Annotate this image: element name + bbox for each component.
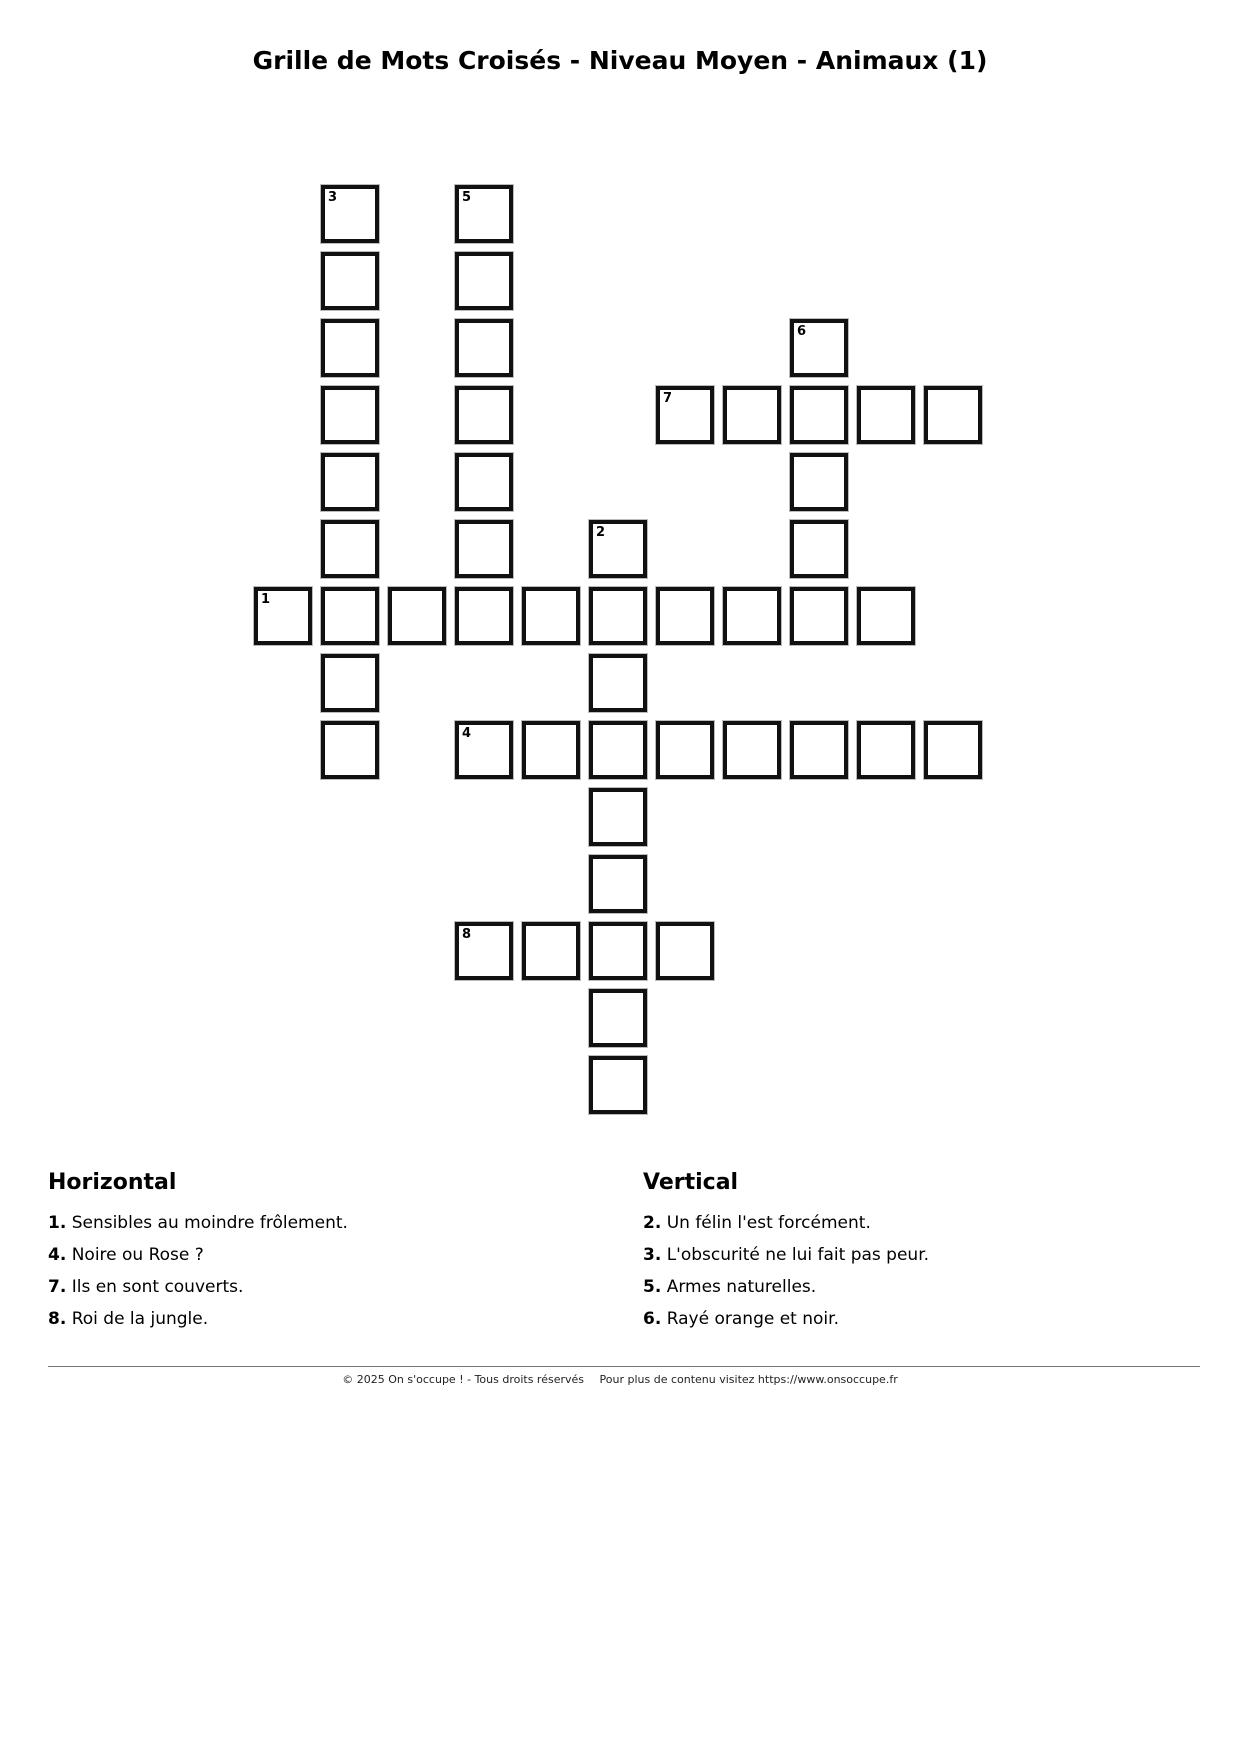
crossword-cell[interactable] xyxy=(321,252,379,310)
clue-number-label: 1 xyxy=(261,592,271,607)
clue-number-label: 3 xyxy=(328,190,338,205)
clue-number: 5. xyxy=(643,1277,662,1297)
crossword-cell[interactable] xyxy=(455,453,513,511)
clue-text: Ils en sont couverts. xyxy=(71,1277,244,1297)
crossword-cell[interactable] xyxy=(924,721,982,779)
crossword-cell[interactable] xyxy=(455,587,513,645)
crossword-cell[interactable] xyxy=(589,654,647,712)
footer xyxy=(0,1373,1240,1386)
crossword-cell[interactable] xyxy=(589,922,647,980)
crossword-cell[interactable] xyxy=(790,587,848,645)
clue-number: 1. xyxy=(48,1213,67,1233)
clue-number: 7. xyxy=(48,1277,67,1297)
down-heading: Vertical xyxy=(643,1170,739,1195)
crossword-cell[interactable] xyxy=(321,386,379,444)
clue-across-4 xyxy=(48,1245,608,1265)
crossword-cell[interactable] xyxy=(455,721,513,779)
crossword-cell[interactable] xyxy=(790,319,848,377)
clue-text: Roi de la jungle. xyxy=(71,1309,209,1329)
crossword-cell[interactable] xyxy=(321,319,379,377)
crossword-cell[interactable] xyxy=(321,654,379,712)
clue-down-6 xyxy=(643,1309,1203,1329)
crossword-cell[interactable] xyxy=(522,721,580,779)
clue-across-7 xyxy=(48,1277,608,1297)
crossword-cell[interactable] xyxy=(790,386,848,444)
crossword-cell[interactable] xyxy=(321,185,379,243)
clue-number: 3. xyxy=(643,1245,662,1265)
crossword-cell[interactable] xyxy=(857,587,915,645)
crossword-cell[interactable] xyxy=(589,788,647,846)
clue-across-8 xyxy=(48,1309,608,1329)
footer-copyright: © 2025 On s'occupe ! - Tous droits réservés xyxy=(342,1373,585,1386)
clue-number-label: 2 xyxy=(596,525,606,540)
crossword-cell[interactable] xyxy=(656,721,714,779)
clue-text: Noire ou Rose ? xyxy=(71,1245,204,1265)
crossword-cell[interactable] xyxy=(321,520,379,578)
clue-number-label: 7 xyxy=(663,391,673,406)
crossword-cell[interactable] xyxy=(455,185,513,243)
clue-number: 2. xyxy=(643,1213,662,1233)
clue-text: Armes naturelles. xyxy=(666,1277,817,1297)
crossword-cell[interactable] xyxy=(656,922,714,980)
crossword-cell[interactable] xyxy=(455,922,513,980)
crossword-cell[interactable] xyxy=(321,721,379,779)
clue-number-label: 5 xyxy=(462,190,472,205)
footer-link-text: Pour plus de contenu visitez https://www.onsoccupe.fr xyxy=(599,1373,898,1386)
clue-text: Un félin l'est forcément. xyxy=(666,1213,871,1233)
crossword-cell[interactable] xyxy=(589,855,647,913)
crossword-cell[interactable] xyxy=(455,319,513,377)
crossword-cell[interactable] xyxy=(656,386,714,444)
crossword-cell[interactable] xyxy=(455,386,513,444)
crossword-cell[interactable] xyxy=(589,1056,647,1114)
clue-text: L'obscurité ne lui fait pas peur. xyxy=(666,1245,930,1265)
clue-number-label: 4 xyxy=(462,726,472,741)
clue-number-label: 6 xyxy=(797,324,807,339)
across-heading: Horizontal xyxy=(48,1170,177,1195)
clue-down-3 xyxy=(643,1245,1203,1265)
crossword-cell[interactable] xyxy=(589,520,647,578)
crossword-cell[interactable] xyxy=(522,587,580,645)
page-title: Grille de Mots Croisés - Niveau Moyen - Animaux (1) xyxy=(252,46,988,75)
clue-text: Sensibles au moindre frôlement. xyxy=(71,1213,348,1233)
clue-number: 6. xyxy=(643,1309,662,1329)
crossword-cell[interactable] xyxy=(790,520,848,578)
crossword-cell[interactable] xyxy=(924,386,982,444)
clue-number: 8. xyxy=(48,1309,67,1329)
crossword-cell[interactable] xyxy=(589,989,647,1047)
crossword-cell[interactable] xyxy=(522,922,580,980)
clue-down-5 xyxy=(643,1277,1203,1297)
clue-text: Rayé orange et noir. xyxy=(666,1309,839,1329)
crossword-cell[interactable] xyxy=(723,721,781,779)
crossword-cell[interactable] xyxy=(589,721,647,779)
crossword-cell[interactable] xyxy=(321,453,379,511)
crossword-cell[interactable] xyxy=(790,453,848,511)
crossword-cell[interactable] xyxy=(589,587,647,645)
crossword-cell[interactable] xyxy=(455,520,513,578)
crossword-cell[interactable] xyxy=(656,587,714,645)
clue-number: 4. xyxy=(48,1245,67,1265)
crossword-cell[interactable] xyxy=(388,587,446,645)
crossword-cell[interactable] xyxy=(455,252,513,310)
crossword-cell[interactable] xyxy=(254,587,312,645)
crossword-cell[interactable] xyxy=(857,386,915,444)
down-clues xyxy=(643,1170,1203,1341)
crossword-cell[interactable] xyxy=(790,721,848,779)
crossword-cell[interactable] xyxy=(321,587,379,645)
crossword-cell[interactable] xyxy=(723,587,781,645)
crossword-cell[interactable] xyxy=(723,386,781,444)
clue-down-2 xyxy=(643,1213,1203,1233)
footer-divider xyxy=(48,1366,1200,1367)
clue-number-label: 8 xyxy=(462,927,472,942)
crossword-cell[interactable] xyxy=(857,721,915,779)
across-clues xyxy=(48,1170,608,1341)
clue-across-1 xyxy=(48,1213,608,1233)
